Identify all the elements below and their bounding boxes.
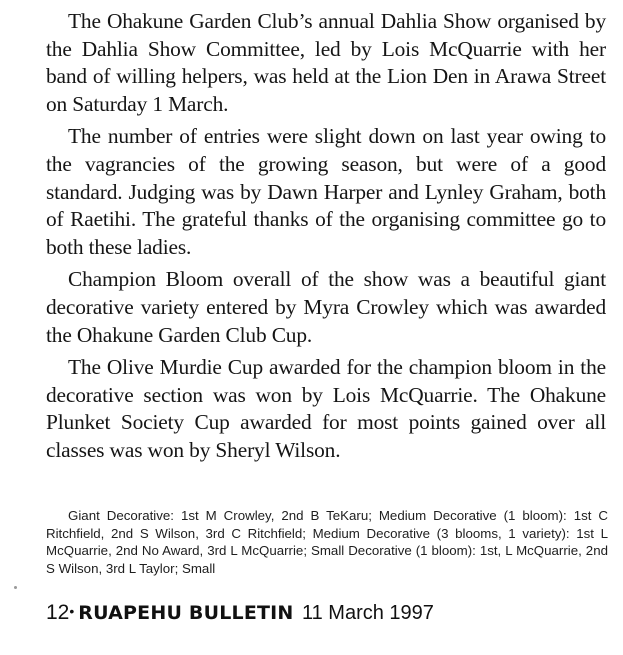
page-number: 12 [46,601,70,624]
footer-bullet: • [69,603,75,619]
print-speck [14,586,17,589]
issue-date: 11 March 1997 [301,602,434,624]
article-paragraph-2: The number of entries were slight down on last year owing to the vagrancies of the growing season, but were of a good standard. Judging was by Dawn Harper and Lynley Graham, both of Raetihi. The grateful thanks of the organising committee go to both these ladies. [46,124,606,259]
publication-name: RUAPEHU BULLETIN [78,602,294,624]
article-body [46,8,606,470]
article-paragraph-3: Champion Bloom overall of the show was a beautiful giant decorative variety entered by Myra Crowley which was awarded the Ohakune Garden Club Cup. [46,267,606,347]
article-paragraph-1: The Ohakune Garden Club’s annual Dahlia Show organised by the Dahlia Show Committee, led by Lois McQuarrie with her band of willing helpers, was held at the Lion Den in Arawa Street on Saturday 1 March. [46,9,606,116]
show-results-list: Giant Decorative: 1st M Crowley, 2nd B TeKaru; Medium Decorative (1 bloom): 1st C Ritchfield, 2nd S Wilson, 3rd C Ritchfield; Medium Decorative (3 blooms, 1 variety): 1st L McQuarrie, 2nd No Award, 3rd L McQuarrie; Small Decorative (1 bloom): 1st, L McQuarrie, 2nd S Wilson, 3rd L Taylor; Small [46,508,608,576]
page-footer [46,601,434,625]
article-paragraph-4: The Olive Murdie Cup awarded for the champion bloom in the decorative section was won by Lois McQuarrie. The Ohakune Plunket Society Cup awarded for most points gained over all classes was won by Sheryl Wilson. [46,355,606,462]
